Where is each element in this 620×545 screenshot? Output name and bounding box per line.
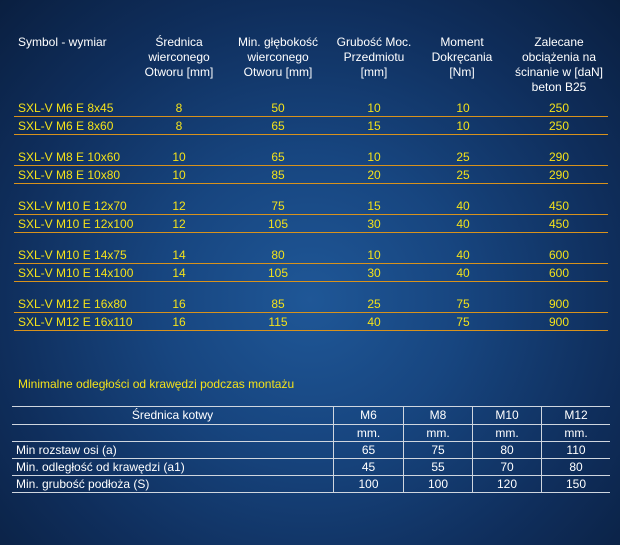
row-symbol: SXL-V M8 E 10x60 bbox=[18, 150, 121, 164]
unit-m12: mm. bbox=[564, 426, 588, 440]
row-torque: 75 bbox=[456, 315, 470, 329]
grid-line bbox=[12, 475, 610, 476]
row-divider bbox=[14, 116, 608, 117]
row-thickness: 10 bbox=[367, 248, 381, 262]
table-row bbox=[0, 315, 620, 331]
section-title: Minimalne odległości od krawędzi podczas montażu bbox=[18, 377, 295, 391]
row-depth: 105 bbox=[267, 217, 289, 231]
cell-m12: 150 bbox=[565, 477, 587, 491]
row-thickness: 15 bbox=[367, 119, 381, 133]
cell-m10: 80 bbox=[500, 443, 514, 457]
cell-m6: 65 bbox=[361, 443, 376, 457]
row-symbol: SXL-V M10 E 14x75 bbox=[18, 248, 127, 262]
table-row bbox=[0, 199, 620, 215]
row-torque: 40 bbox=[456, 266, 470, 280]
row-divider bbox=[14, 281, 608, 282]
cell-m6: 100 bbox=[358, 477, 379, 491]
cell-m6: 45 bbox=[361, 460, 376, 474]
row-divider bbox=[14, 214, 608, 215]
cell-m12: 110 bbox=[566, 443, 586, 457]
table-row bbox=[0, 101, 620, 117]
row-thickness: 20 bbox=[367, 168, 381, 182]
row-divider bbox=[14, 312, 608, 313]
row-depth: 85 bbox=[271, 297, 285, 311]
row-symbol: SXL-V M10 E 12x70 bbox=[18, 199, 127, 213]
cell-m10: 120 bbox=[496, 477, 518, 491]
header-tightening-torque: Moment Dokręcania [Nm] bbox=[431, 35, 493, 79]
row-symbol: SXL-V M8 E 10x80 bbox=[18, 168, 121, 182]
row-depth: 50 bbox=[271, 101, 285, 115]
row-load: 600 bbox=[548, 248, 570, 262]
row-depth: 65 bbox=[271, 150, 285, 164]
row-thickness: 15 bbox=[367, 199, 381, 213]
row-load: 290 bbox=[548, 150, 570, 164]
grid-line bbox=[12, 441, 610, 442]
table-row bbox=[0, 217, 620, 233]
header-m10: M10 bbox=[495, 408, 519, 422]
row-torque: 40 bbox=[456, 199, 470, 213]
grid-line bbox=[12, 406, 610, 407]
row-depth: 80 bbox=[271, 248, 285, 262]
unit-m8: mm. bbox=[426, 426, 450, 440]
row-diameter: 16 bbox=[172, 297, 186, 311]
row-symbol: SXL-V M6 E 8x45 bbox=[18, 101, 114, 115]
row-thickness: 30 bbox=[367, 217, 381, 231]
table-row bbox=[0, 297, 620, 313]
row-load: 600 bbox=[548, 266, 570, 280]
cell-m10: 70 bbox=[500, 460, 514, 474]
row-diameter: 16 bbox=[172, 315, 186, 329]
row-symbol: SXL-V M12 E 16x80 bbox=[18, 297, 127, 311]
header-m6: M6 bbox=[360, 408, 377, 422]
row-torque: 40 bbox=[456, 217, 470, 231]
row-load: 450 bbox=[548, 217, 570, 231]
row-load: 290 bbox=[548, 168, 570, 182]
row-thickness: 25 bbox=[367, 297, 381, 311]
unit-m6: mm. bbox=[356, 426, 381, 440]
row-load: 250 bbox=[548, 119, 570, 133]
header-anchor-diameter: Średnica kotwy bbox=[131, 408, 214, 422]
row-label: Min rozstaw osi (a) bbox=[16, 443, 117, 457]
cell-m8: 100 bbox=[427, 477, 449, 491]
table-row bbox=[0, 168, 620, 184]
row-thickness: 10 bbox=[367, 150, 381, 164]
row-symbol: SXL-V M6 E 8x60 bbox=[18, 119, 114, 133]
row-symbol: SXL-V M10 E 12x100 bbox=[18, 217, 134, 231]
row-divider bbox=[14, 134, 608, 135]
unit-m10: mm. bbox=[495, 426, 519, 440]
row-load: 900 bbox=[548, 315, 570, 329]
row-diameter: 14 bbox=[172, 248, 186, 262]
row-diameter: 8 bbox=[175, 119, 183, 133]
row-depth: 85 bbox=[271, 168, 285, 182]
header-m8: M8 bbox=[429, 408, 447, 422]
cell-m8: 55 bbox=[431, 460, 445, 474]
row-load: 250 bbox=[548, 101, 570, 115]
row-divider bbox=[14, 165, 608, 166]
table-row bbox=[0, 248, 620, 264]
row-thickness: 10 bbox=[367, 101, 381, 115]
row-thickness: 30 bbox=[367, 266, 381, 280]
row-diameter: 14 bbox=[172, 266, 186, 280]
row-thickness: 40 bbox=[367, 315, 381, 329]
row-diameter: 10 bbox=[172, 168, 186, 182]
grid-line bbox=[12, 458, 610, 459]
row-diameter: 10 bbox=[172, 150, 186, 164]
table-row bbox=[0, 266, 620, 282]
row-depth: 75 bbox=[271, 199, 285, 213]
row-load: 450 bbox=[548, 199, 570, 213]
header-m12: M12 bbox=[564, 408, 588, 422]
row-divider bbox=[14, 330, 608, 331]
row-torque: 25 bbox=[456, 150, 470, 164]
row-torque: 40 bbox=[456, 248, 470, 262]
row-divider bbox=[14, 263, 608, 264]
row-symbol: SXL-V M10 E 14x100 bbox=[18, 266, 134, 280]
row-label: Min. odległość od krawędzi (a1) bbox=[16, 460, 185, 474]
row-load: 900 bbox=[548, 297, 570, 311]
header-fixture-thickness: Grubość Moc. Przedmiotu [mm] bbox=[336, 35, 412, 79]
header-symbol: Symbol - wymiar bbox=[18, 35, 107, 49]
cell-m12: 80 bbox=[569, 460, 583, 474]
table-row bbox=[0, 119, 620, 135]
row-diameter: 12 bbox=[172, 199, 186, 213]
row-torque: 10 bbox=[456, 101, 470, 115]
grid-line bbox=[12, 492, 610, 493]
header-shear-load: Zalecane obciążenia na ścinanie w [daN] beton B25 bbox=[514, 35, 604, 94]
header-min-drill-depth: Min. głębokość wierconego Otworu [mm] bbox=[237, 35, 319, 79]
row-depth: 105 bbox=[267, 266, 289, 280]
row-depth: 115 bbox=[268, 315, 288, 329]
cell-m8: 75 bbox=[431, 443, 445, 457]
row-torque: 25 bbox=[456, 168, 470, 182]
row-diameter: 12 bbox=[172, 217, 186, 231]
row-torque: 10 bbox=[456, 119, 470, 133]
row-divider bbox=[14, 183, 608, 184]
row-depth: 65 bbox=[271, 119, 285, 133]
table-row bbox=[0, 150, 620, 166]
row-diameter: 8 bbox=[175, 101, 183, 115]
row-symbol: SXL-V M12 E 16x110 bbox=[18, 315, 133, 329]
row-divider bbox=[14, 232, 608, 233]
row-torque: 75 bbox=[456, 297, 470, 311]
grid-line bbox=[12, 424, 610, 425]
header-drill-diameter: Średnica wierconego Otworu [mm] bbox=[144, 35, 214, 79]
row-label: Min. grubość podłoża (S) bbox=[16, 477, 150, 491]
